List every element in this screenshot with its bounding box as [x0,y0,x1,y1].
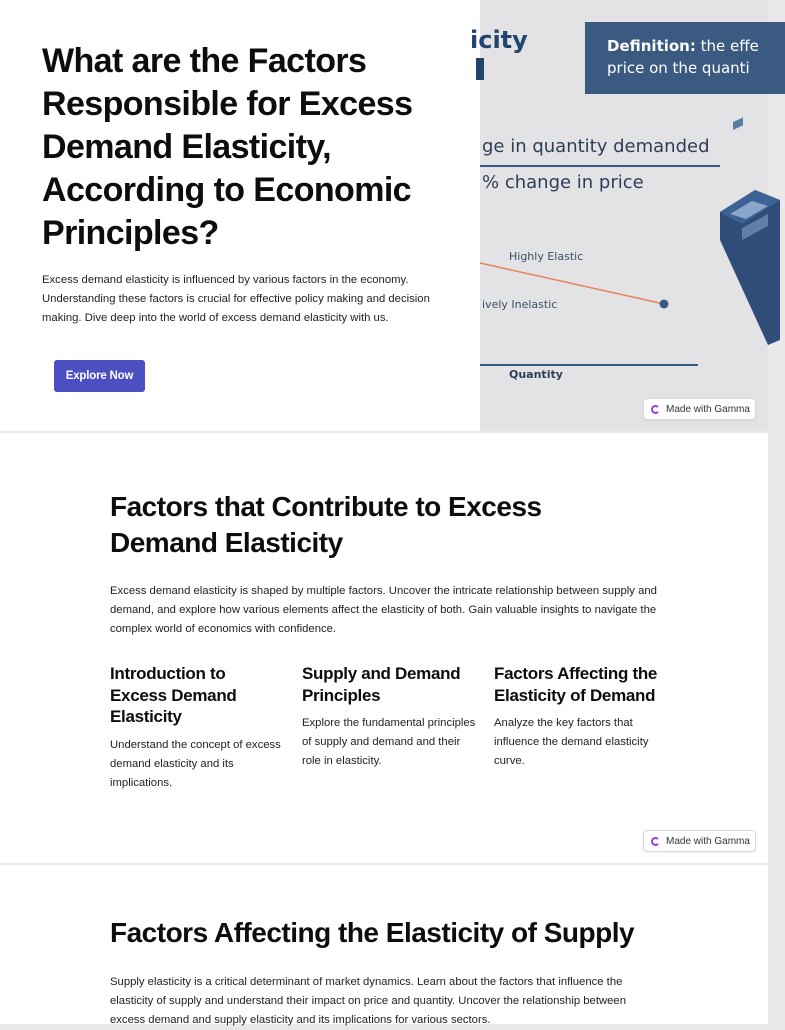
slide-supply [0,865,768,1024]
illustration-title-fragment: icity [470,26,528,54]
curve-point [660,300,669,309]
definition-label: Definition: [607,37,696,55]
hero-text-panel [0,0,480,431]
factor-column [110,663,285,793]
slide-hero [0,0,768,431]
x-axis-line [480,364,698,366]
label-inelastic: ively Inelastic [482,298,558,311]
made-with-gamma-badge[interactable] [643,398,756,420]
formula-numerator: ge in quantity demanded [482,136,710,157]
badge-label: Made with Gamma [666,403,750,415]
section-title: Factors Affecting the Elasticity of Supply [110,917,635,948]
made-with-gamma-badge[interactable] [643,830,756,852]
section-title: Factors that Contribute to Excess Demand Elasticity [110,491,542,558]
column-text: Analyze the key factors that influence the demand elasticity curve. [494,717,649,767]
slide-factors [0,433,768,863]
factor-column [302,663,477,771]
formula-denominator: % change in price [482,172,644,193]
calculator-illustration [720,117,780,345]
gamma-logo-icon [651,837,660,846]
elasticity-graph [480,0,768,431]
definition-line1: the effe [695,37,759,55]
hero-illustration [470,0,768,431]
badge-label: Made with Gamma [666,835,750,847]
column-heading: Supply and Demand Principles [302,664,461,705]
column-text: Understand the concept of excess demand elasticity and its implications. [110,738,281,789]
hero-description: Excess demand elasticity is influenced by various factors in the economy. Understanding these factors is crucial for effective policy making and decision making. Dive deep into the world of excess demand elasticity with us. [42,274,430,324]
column-text: Explore the fundamental principles of supply and demand and their role in elasticity. [302,717,476,767]
page-title: What are the Factors Responsible for Excess Demand Elasticity, According to Economic Principles? [42,42,413,252]
factor-column [494,663,669,771]
column-heading: Factors Affecting the Elasticity of Demand [494,664,658,705]
section-description: Supply elasticity is a critical determinant of market dynamics. Learn about the factors that influence the elasticity of supply and understand their impact on price and quantity. Uncover the relationship between excess demand and supply elasticity and its implications for various sectors. [110,976,626,1026]
gamma-logo-icon [651,405,660,414]
definition-line2: price on the quanti [607,59,750,77]
label-highly-elastic: Highly Elastic [509,250,584,263]
section-description: Excess demand elasticity is shaped by multiple factors. Uncover the intricate relationship between supply and demand, and explore how various elements affect the elasticity of both. Gain valuable insights to navigate the complex world of economics with confidence. [110,585,657,635]
explore-now-button[interactable]: Explore Now [54,360,145,392]
column-heading: Introduction to Excess Demand Elasticity [110,664,237,726]
x-axis-label: Quantity [509,368,563,381]
